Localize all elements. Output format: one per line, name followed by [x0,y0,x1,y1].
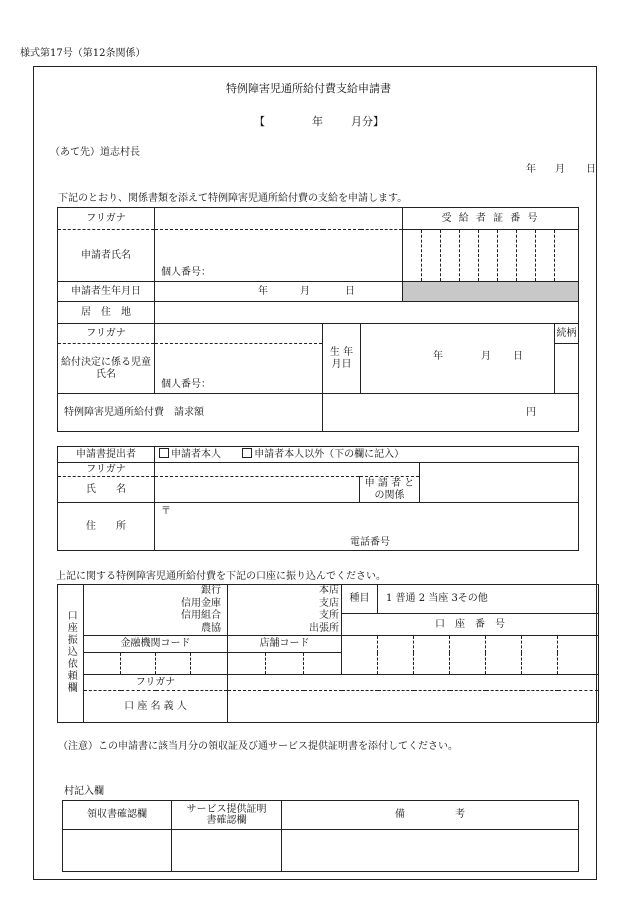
applicant-birth-label: 申請者生年月日 [58,282,155,302]
receipt-check-label: 領収書確認欄 [63,801,172,830]
child-year-label: 年 [433,351,443,362]
submitter-table [57,446,579,551]
holder-furigana-field[interactable] [228,675,599,691]
receipt-check-field[interactable] [63,830,172,872]
holder-field[interactable] [228,691,599,723]
bank-intro-text: 上記に関する特例障害児通所給付費を下記の口座に振り込んでください。 [56,571,386,582]
period-year: 年 [312,115,323,128]
period-open: 【 [254,115,265,128]
village-section-label: 村記入欄 [64,786,104,797]
branch-name-field[interactable] [228,585,342,636]
address-label: 居 住 地 [58,302,155,324]
holder-label: 口 座 名 義 人 [84,691,228,723]
remarks-field[interactable] [282,830,579,872]
intro-text: 下記のとおり、関係書類を添えて特例障害児通所給付費の支給を申請します。 [58,193,408,204]
account-digit[interactable] [450,636,486,675]
child-name-label: 給付決定に係る児童氏名 [58,344,155,394]
institution-shinkin: 信用金庫 [181,597,221,609]
holder-furigana-label: フリガナ [84,675,228,691]
account-digit[interactable] [486,636,522,675]
recipient-digit[interactable] [422,230,441,282]
birth-day-label: 日 [345,286,355,297]
yen-label: 円 [526,406,537,418]
self-option-label: 申請者本人 [171,449,221,461]
branch-code-digit[interactable] [228,653,266,675]
child-birth-field[interactable] [361,324,555,394]
bank-table [57,584,599,723]
account-number-label: 口 座 番 号 [342,613,599,635]
recipient-digit[interactable] [441,230,460,282]
branch-honten: 本店 [319,585,339,596]
date-month: 月 [555,164,565,175]
applicant-birth-field[interactable] [155,282,403,302]
account-digit[interactable] [342,636,378,675]
applicant-name-label: 申請者氏名 [58,230,155,282]
furigana-label: フリガナ [58,208,155,230]
self-checkbox[interactable] [159,448,169,458]
child-month-label: 月 [481,351,491,362]
postal-mark: 〒 [161,506,171,517]
kind-options[interactable]: 1 普通 2 当座 3その他 [378,585,599,614]
personal-number-label: 個人番号： [161,266,211,278]
submitter-furigana-label: フリガナ [58,463,155,477]
branch-shutchosho: 出張所 [309,622,339,634]
institution-nokyo: 農協 [201,622,221,634]
institution-kumiai: 信用組合 [181,610,221,621]
submitter-options [155,447,579,463]
date-year: 年 [526,164,536,175]
bank-side-label [58,585,84,723]
relation-field[interactable] [555,344,579,394]
submitter-furigana-field[interactable] [155,463,420,477]
form-number: 様式第17号（第12条関係） [20,48,146,59]
bank-side-text: 口座振込依頼欄 [65,609,77,694]
child-furigana-label: フリガナ [58,324,155,344]
relation-label: 続柄 [555,324,579,344]
child-birth-label: 生 年 月日 [323,324,361,394]
account-digit[interactable] [378,636,414,675]
branch-code-digit[interactable] [304,653,342,675]
village-table [62,800,579,872]
service-check-field[interactable] [172,830,282,872]
other-checkbox[interactable] [242,448,252,458]
submitter-address-field[interactable] [155,503,579,551]
branch-code-digit[interactable] [266,653,304,675]
submitter-relation-label: 申 請 者 との関係 [360,477,420,503]
kind-label: 種目 [342,585,378,614]
account-digit[interactable] [522,636,558,675]
recipient-digit[interactable] [498,230,517,282]
address-field[interactable] [155,302,579,324]
branch-shisho: 支所 [319,610,339,621]
form-title: 特例障害児通所給付費支給申請書 [226,82,391,95]
submitter-label: 申請書提出者 [58,447,155,463]
service-check-label: サービス提供証明書確認欄 [172,801,282,830]
date-day: 日 [586,164,596,175]
period-month: 月分】 [351,115,384,128]
account-digit[interactable] [414,636,450,675]
institution-code-label: 金融機関コード [84,636,228,653]
child-name-field[interactable] [155,344,323,394]
recipient-digit[interactable] [479,230,498,282]
branch-shiten: 支店 [319,597,339,609]
shaded-cell [403,282,579,302]
institution-bank: 銀行 [201,585,221,596]
recipient-number-label: 受 給 者 証 番 号 [403,208,579,230]
institution-code-digit[interactable] [191,653,228,675]
child-day-label: 日 [513,351,523,362]
child-furigana-field[interactable] [155,324,323,344]
submitter-name-label: 氏 名 [58,477,155,503]
recipient-digit[interactable] [536,230,555,282]
submitter-address-label: 住 所 [58,503,155,551]
institution-code-digit[interactable] [156,653,191,675]
claim-amount-field[interactable] [323,394,579,432]
account-digit[interactable] [558,636,599,675]
note-text: （注意）この申請書に該当月分の領収証及び通サービス提供証明書を添付してください。 [58,741,458,752]
claim-label: 特例障害児通所給付費 請求額 [58,394,323,432]
institution-code-digit[interactable] [84,653,121,675]
submitter-name-field[interactable] [155,477,360,503]
remarks-label: 備 考 [282,801,579,830]
other-option-label: 申請者本人以外（下の欄に記入） [254,449,405,461]
birth-year-label: 年 [258,286,268,297]
institution-code-digit[interactable] [121,653,156,675]
submitter-relation-field[interactable] [420,463,579,503]
applicant-name-field[interactable] [155,230,403,282]
birth-month-label: 月 [300,286,310,297]
applicant-table [57,207,579,432]
furigana-field[interactable] [155,208,403,230]
child-personal-number-label: 個人番号： [161,378,211,390]
addressee: （あて先）道志村長 [50,147,140,158]
institution-name-field[interactable] [84,585,228,636]
recipient-digit[interactable] [460,230,479,282]
phone-label: 電話番号 [350,537,390,548]
recipient-digit[interactable] [403,230,422,282]
recipient-digit[interactable] [555,230,579,282]
branch-code-label: 店舗コード [228,636,342,653]
recipient-digit[interactable] [517,230,536,282]
